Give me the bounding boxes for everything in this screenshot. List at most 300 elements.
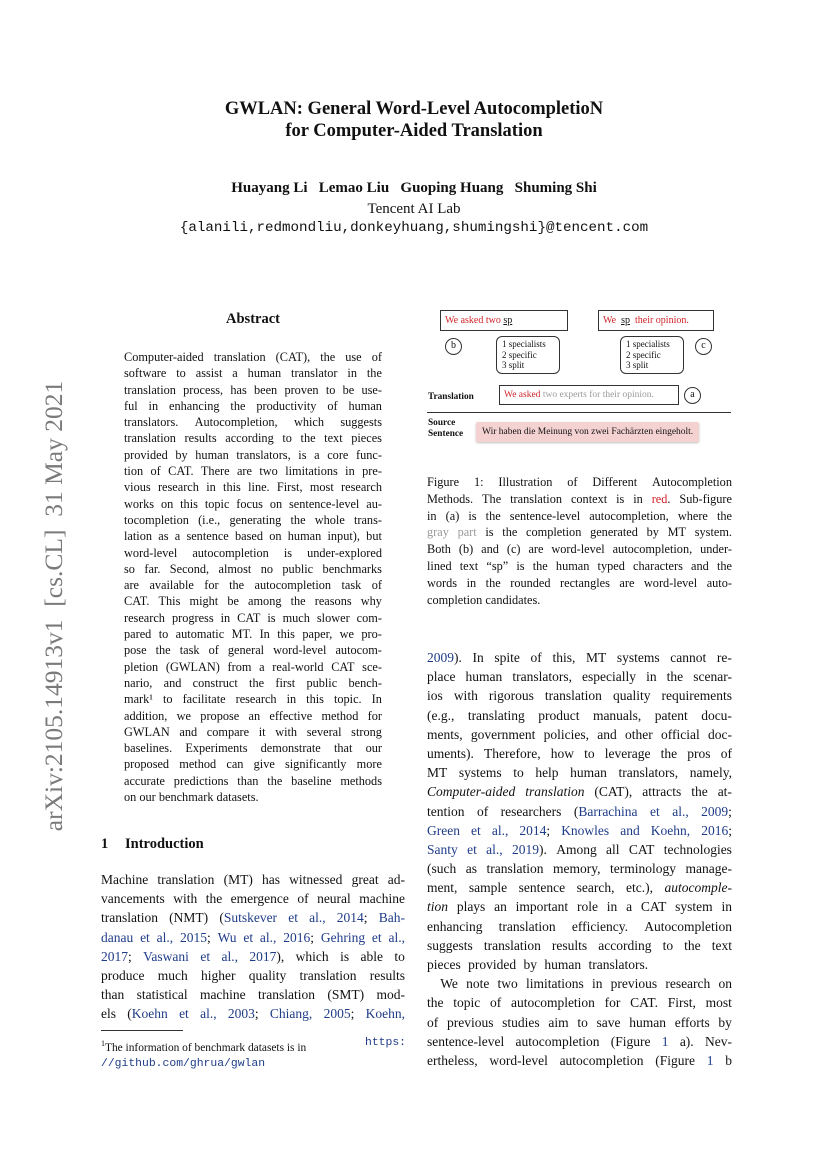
text-run: (SMT) [327,987,365,1003]
text-run: (c) [506,542,521,557]
text-run: doc- [707,726,732,742]
text-run: completion [526,525,582,540]
right-column-word [427,802,465,821]
right-column-word [553,859,601,878]
citation-link[interactable]: 2009 [701,803,729,819]
abstract-word: available [149,578,194,593]
text-run: of [489,995,502,1011]
translation-completion: two experts for their opinion. [540,390,654,400]
citation-link[interactable]: et [200,948,211,964]
text-run: in [606,899,618,915]
abstract-word: provided [124,447,168,462]
caption-word [427,524,449,541]
caption-word [458,524,477,541]
text-run: generated [590,525,638,540]
right-column-word [651,821,690,840]
text-run: spite [494,650,520,665]
right-column-word [626,897,632,916]
abstract-word: use- [361,382,382,397]
caption-word [589,508,669,525]
right-column-word [466,859,477,878]
abstract-line [124,479,382,495]
intro-word [200,985,246,1004]
source-label [428,418,463,440]
caption-word [502,524,517,541]
right-column-word [544,955,584,974]
text-run: (such [427,861,457,877]
citation-link[interactable]: Chiang, [269,1006,313,1022]
citation-link[interactable]: Santy [427,841,458,857]
right-column-word [447,1013,494,1032]
abstract-word: in [347,366,357,381]
abstract-word: most [309,480,334,495]
citation-link[interactable]: Vaswani [143,948,189,964]
citation-link[interactable]: 1 [706,1052,714,1068]
abstract-word: a [314,447,320,462]
abstract-word: first [275,675,296,690]
citation-link[interactable]: danau [101,929,134,945]
abstract-word: this [277,627,295,642]
text-run: limitations [525,976,584,992]
right-column-word [519,821,550,840]
text-run: especially [582,669,637,685]
text-run: ( [573,803,579,819]
citation-link[interactable]: al., [388,929,405,945]
abstract-word: CAT. [168,464,194,479]
caption-line [427,558,732,575]
right-column-word [644,917,732,936]
candidate-c-3: 3 split [626,360,649,370]
text-run: ; [206,929,211,945]
right-column-word [629,1013,666,1032]
citation-link[interactable]: 2005 [323,1006,351,1022]
caption-word [460,558,478,575]
abstract-word: software [124,366,167,381]
right-column-word [498,974,518,993]
text-run: than [101,987,125,1003]
right-column-word [427,648,462,667]
abstract-word: almost [218,561,252,576]
abstract-word: works [124,496,155,511]
text-run: quality [248,967,287,983]
intro-word [288,908,298,927]
text-run: ; [728,822,732,838]
intro-word [157,928,174,947]
right-column-word [707,1051,714,1070]
abstract-word: human [287,529,322,544]
text-run: official [660,726,700,742]
abstract-word: than [237,773,259,788]
right-column-word [680,1032,694,1051]
text-run: terminology [610,861,676,877]
citation-link[interactable]: et [471,822,481,838]
right-column-word [701,821,732,840]
abstract-word: In [259,627,270,642]
paper-title [0,98,828,142]
text-run: translation [101,910,158,926]
right-column-line [427,974,732,993]
intro-word [321,928,365,947]
abstract-word: this [306,692,324,707]
citation-link[interactable]: 2009 [427,650,454,665]
citation-link[interactable]: 2014 [519,822,547,838]
right-column-word [619,763,679,782]
text-run: lined [427,558,452,573]
right-column-word [662,1032,669,1051]
text-run: ios [427,688,443,704]
abstract-word: the [366,366,382,381]
right-column-word [718,974,732,993]
arxiv-id: arXiv:2105.14913v1 [cs.CL] 31 May 2021 [39,380,68,832]
citation-link[interactable]: et [467,841,477,857]
abstract-word: In [371,692,382,707]
right-column-word [572,917,628,936]
abstract-word: methods [340,773,382,788]
abstract-word: that [333,741,353,756]
text-run: the [691,784,708,800]
title-line-1: GWLAN: General Word-Level AutocompletioN [224,99,604,119]
right-column-word [545,686,602,705]
text-run: translation [299,967,357,983]
right-column-line [427,993,732,1012]
abstract-word: facilitate [182,692,226,707]
section-heading [101,836,204,853]
abstract-word: but [366,529,382,544]
abstract-word: in [286,692,297,707]
right-column-word [531,648,542,667]
intro-word [249,947,284,966]
right-column-word [607,897,618,916]
caption-word [668,524,686,541]
text-run: of [297,891,309,907]
abstract-word: based [235,529,264,544]
abstract-word: of [371,578,382,593]
abstract-word: the [290,594,306,609]
text-run: 1: [473,475,484,489]
right-column-word [642,782,681,801]
text-run: sentence [518,880,566,896]
text-run: government [470,726,536,742]
abstract-line [124,365,382,381]
caption-word [510,508,580,525]
text-run: translation [483,937,541,953]
text-run: machine [359,891,405,907]
right-column-word [611,974,658,993]
citation-link[interactable]: al., [309,910,326,926]
abstract-word: tocompletion [124,512,189,527]
intro-word [296,947,329,966]
citation-link[interactable]: 2019 [512,841,539,857]
text-run: (CAT), [594,784,633,800]
text-run: We [440,976,458,992]
candidates-c [620,336,684,374]
text-run: human [570,765,607,781]
text-run: ; [546,822,551,838]
citation-link[interactable]: 1 [661,1033,669,1049]
text-run: search, [576,880,615,896]
affiliation: Tencent AI Lab [367,201,461,217]
right-column-word [427,936,473,955]
text-run: in [466,575,477,590]
abstract-word: task [179,643,200,658]
text-run: autocompletion [559,1052,644,1068]
footnote-url-start[interactable]: https: [364,1037,406,1049]
caption-word [633,558,683,575]
caption-word [556,558,589,575]
text-run: by [646,525,659,540]
abstract-word: an [248,708,261,723]
citation-link[interactable]: et [371,929,382,945]
citation-link[interactable]: Koehn [131,1006,168,1022]
right-column-word [675,897,713,916]
text-run: ; [363,910,368,926]
abstract-word: Computer-aided [124,350,204,364]
right-column-word [662,686,732,705]
citation-link[interactable]: Bah- [378,910,405,926]
caption-word [482,491,501,508]
text-run: the [485,575,501,590]
right-column-word [535,763,558,782]
text-run: requirements [661,688,732,704]
right-column-line [427,744,732,763]
right-column-word [427,744,474,763]
author-emails: {alanili,redmondliu,donkeyhuang,shumingshi}@tencent.com [179,220,649,236]
caption-word [590,524,638,541]
text-run: completion [427,592,483,607]
right-column-word [471,725,535,744]
citation-link[interactable]: 2003 [227,1006,255,1022]
abstract-word: There [200,464,230,479]
text-run: pros [687,745,711,761]
text-run: system [675,899,713,915]
right-column-word [598,936,651,955]
right-column-word [577,878,615,897]
abstract-line [124,610,382,626]
intro-word [361,947,384,966]
title-line-2: for Computer-Aided Translation [285,121,543,141]
text-run: . [667,491,671,506]
abstract-word: give [253,757,275,772]
text-run: to [577,1014,588,1030]
citation-link[interactable]: Wu [217,929,237,945]
right-column-word [548,1013,568,1032]
abstract-word: general [227,643,265,658]
right-column-word [718,1013,732,1032]
abstract-word: our [139,790,159,805]
intro-word [180,928,211,947]
abstract-line [124,659,382,675]
citation-link[interactable]: Koehn, [365,1006,405,1022]
caption-word [571,491,607,508]
intro-word [206,889,223,908]
text-run: docu- [701,707,732,723]
footnote-rule [101,1030,183,1031]
abstract-word: be [227,594,239,609]
abstract-word: the [155,643,171,658]
citation-link[interactable]: et [243,929,254,945]
caption-word [427,558,452,575]
abstract-word: proven [284,382,319,397]
abstract-word: a [232,366,238,381]
citation-link[interactable]: al., [156,929,174,945]
text-run: context [570,491,608,506]
right-column-word [468,706,525,725]
abstract-word: which [293,415,324,430]
abstract-word: in [148,398,159,413]
source-label-line-2: Sentence [428,429,464,439]
right-column-word [499,917,556,936]
text-run: in [427,508,437,523]
citation-link[interactable]: Sutskever [223,910,278,926]
intro-word [309,908,326,927]
citation-link[interactable]: al., [486,841,503,857]
citation-link[interactable]: Green [427,822,460,838]
abstract-word: in [345,464,355,479]
citation-link[interactable]: 2015 [179,929,207,945]
abstract-word: automatic [175,627,225,642]
citation-link[interactable]: et [650,803,660,819]
abstract-word: pro- [361,627,382,642]
citation-link[interactable]: and [620,822,640,838]
caption-word [567,474,577,491]
caption-word [616,491,624,508]
right-column-word [725,1051,732,1070]
citation-link[interactable]: Knowles [561,822,610,838]
abstract-word: slower [316,610,350,625]
right-column-word [427,686,443,705]
citation-link[interactable]: 2014 [336,910,364,926]
abstract-word: baselines. [124,741,173,756]
citation-link[interactable]: al., [259,929,277,945]
citation-link[interactable]: 2016 [701,822,729,838]
right-column-word [561,821,609,840]
abstract-word: bench- [348,675,382,690]
right-column-word [489,686,534,705]
abstract-word: suggests [340,415,382,430]
text-run: machine [199,987,246,1003]
footnote-url-end[interactable]: //github.com/ghrua/gwlan [101,1057,266,1070]
caption-word [467,575,477,592]
abstract-word: be [342,382,355,397]
text-run: part [457,525,477,540]
abstract-word: autocompletion [192,545,269,560]
right-column-word [467,840,477,859]
abstract-word: Autocompletion, [194,415,278,430]
label-b-circle: b [445,338,462,355]
abstract-word: paper, [302,627,333,642]
citation-link[interactable]: et [288,910,298,926]
right-column-word [708,725,732,744]
text-run: translators, [512,669,572,685]
citation-link[interactable]: 2016 [283,929,311,945]
text-run: able [360,948,383,964]
intro-word [224,870,253,889]
abstract-word: much [282,610,310,625]
citation-link[interactable]: al., [491,822,509,838]
intro-word [228,1004,259,1023]
right-column-word [466,667,503,686]
citation-link[interactable]: et [179,1006,189,1022]
right-column-line [427,936,732,955]
abstract-line [124,496,382,512]
text-run: MT [427,765,448,781]
text-run: emergence [230,891,289,907]
abstract-word: Second, [169,561,210,576]
caption-word [468,508,476,525]
figure-divider [427,412,731,413]
abstract-word: significantly [284,757,347,772]
citation-link[interactable]: Barrachina [578,803,638,819]
text-run: system. [694,525,732,540]
right-column-word [705,1032,732,1051]
citation-link[interactable]: 2017 [249,948,277,964]
right-column-line [427,955,732,974]
text-run: autocompletion [510,995,595,1011]
caption-line [427,491,732,508]
intro-line [101,985,405,1004]
context-text-b: We asked two [445,315,504,326]
intro-word [366,1004,405,1023]
right-column-word [427,725,463,744]
abstract-word: several [306,724,342,739]
citation-link[interactable]: et [140,929,150,945]
right-column-word [701,706,732,725]
right-column-line [427,878,732,897]
citation-link[interactable]: al., [672,803,689,819]
right-column-word [712,936,732,955]
abstract-word: is [283,545,293,560]
caption-word [695,524,732,541]
right-column-word [690,763,732,782]
citation-link[interactable]: al., [200,1006,217,1022]
citation-link[interactable]: Koehn, [650,822,691,838]
right-column-word [592,974,603,993]
abstract-word: line. [248,480,270,495]
abstract-word: construct [192,675,238,690]
right-column-word [665,974,710,993]
abstract-word: and [179,724,198,739]
abstract-line [124,545,382,561]
text-run: neural [317,891,351,907]
right-column-word [663,936,674,955]
abstract-word: focus [236,496,263,511]
abstract-word: assist [195,366,223,381]
intro-word [137,985,188,1004]
caption-word [427,575,457,592]
text-run: translation [544,688,602,704]
citation-link[interactable]: Gehring [320,929,366,945]
abstract-word: for [204,578,219,593]
intro-word [297,889,308,908]
citation-link[interactable]: al., [221,948,238,964]
text-run: enhancing [427,918,483,934]
text-run: patent [654,707,688,723]
citation-link[interactable]: 2017 [101,948,128,964]
abstract-word: mark¹ [124,692,153,707]
text-run: by [523,957,537,972]
text-run: mod- [376,987,405,1003]
typed-chars-b: sp [503,315,513,326]
text-run: b [725,1052,732,1068]
text-run: technologies [663,841,732,857]
abstract-word: First, [276,480,303,495]
abstract-word: research [157,480,199,495]
caption-word [652,491,671,508]
abstract-word: of [208,643,219,658]
caption-word [679,491,732,508]
text-run: human [465,669,503,685]
right-column-line [427,802,732,821]
